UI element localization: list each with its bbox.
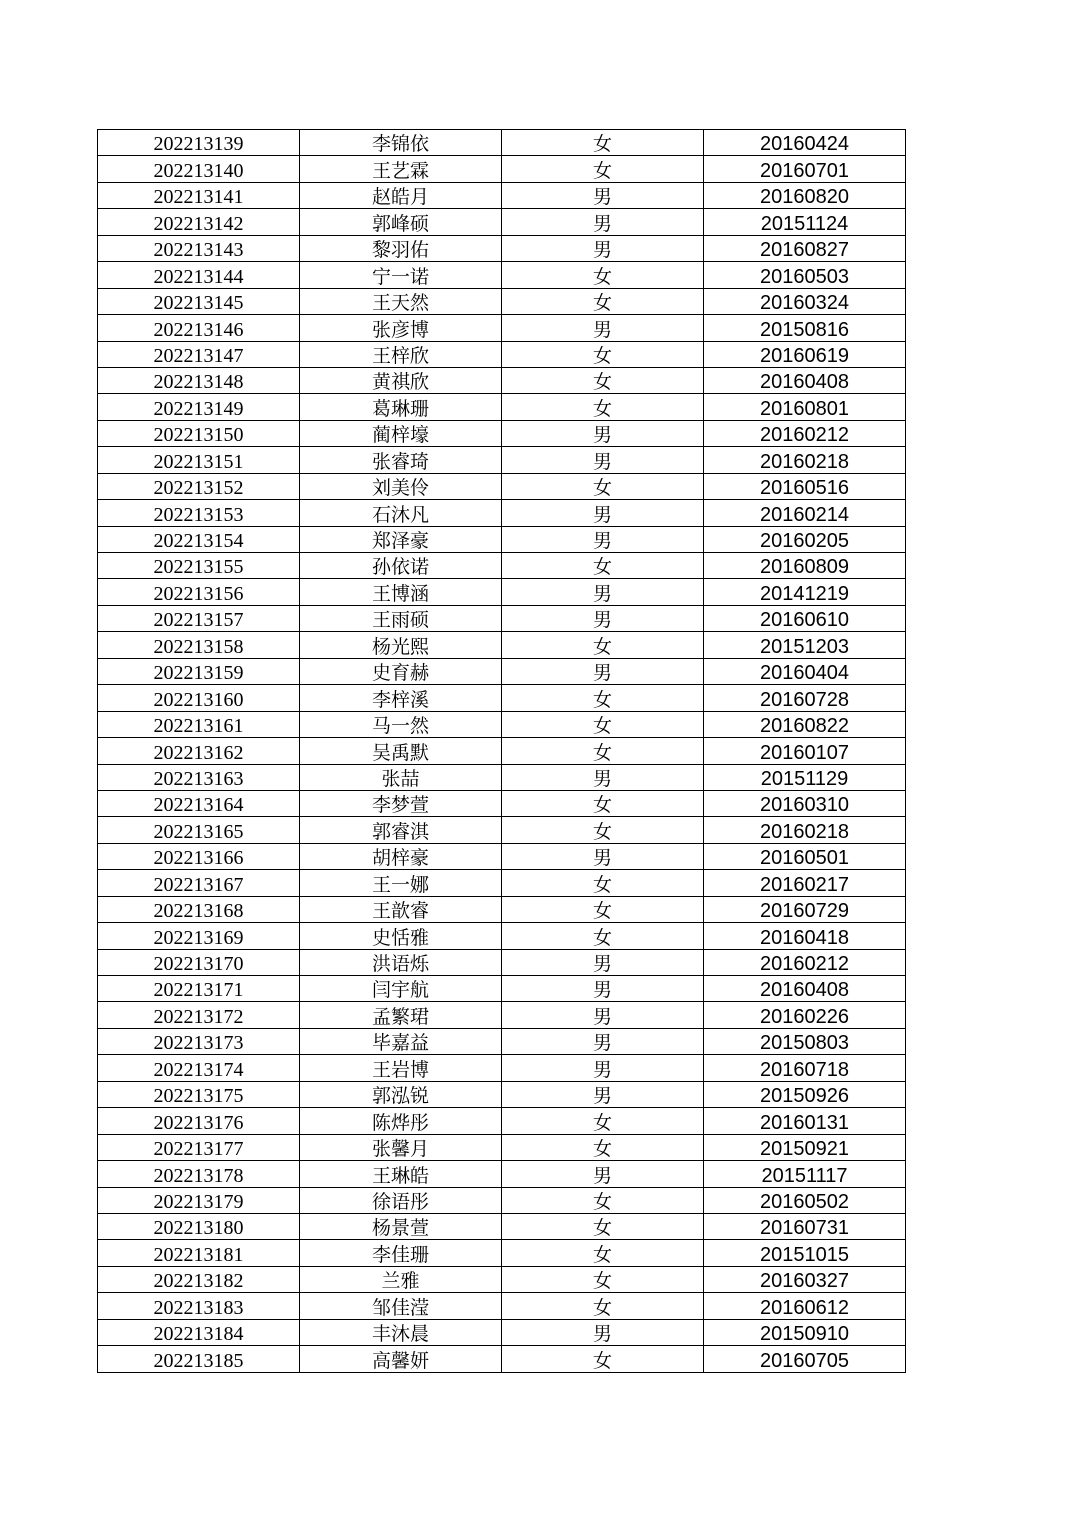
student-name-cell: 丰沐晨	[300, 1319, 502, 1345]
table-row	[98, 341, 906, 367]
student-name-cell: 王天然	[300, 288, 502, 314]
birthdate-cell: 20160418	[704, 923, 906, 949]
student-name-cell: 徐语彤	[300, 1187, 502, 1213]
table-row	[98, 367, 906, 393]
gender-cell: 男	[502, 976, 704, 1002]
gender-cell: 男	[502, 1081, 704, 1107]
gender-cell: 男	[502, 420, 704, 446]
student-id-cell: 202213155	[98, 553, 300, 579]
student-id-cell: 202213142	[98, 209, 300, 235]
table-row	[98, 843, 906, 869]
gender-cell: 女	[502, 1213, 704, 1239]
table-row	[98, 130, 906, 156]
gender-cell: 女	[502, 130, 704, 156]
student-id-cell: 202213143	[98, 235, 300, 261]
student-name-cell: 杨光熙	[300, 632, 502, 658]
gender-cell: 男	[502, 764, 704, 790]
student-name-cell: 葛琳珊	[300, 394, 502, 420]
table-row	[98, 209, 906, 235]
student-name-cell: 张馨月	[300, 1134, 502, 1160]
table-row	[98, 817, 906, 843]
student-name-cell: 李梓溪	[300, 685, 502, 711]
gender-cell: 女	[502, 896, 704, 922]
birthdate-cell: 20160226	[704, 1002, 906, 1028]
birthdate-cell: 20160705	[704, 1346, 906, 1372]
student-name-cell: 石沐凡	[300, 500, 502, 526]
gender-cell: 男	[502, 315, 704, 341]
birthdate-cell: 20160729	[704, 896, 906, 922]
birthdate-cell: 20160212	[704, 420, 906, 446]
student-name-cell: 杨景萱	[300, 1213, 502, 1239]
table-row	[98, 420, 906, 446]
birthdate-cell: 20160327	[704, 1266, 906, 1292]
gender-cell: 男	[502, 1002, 704, 1028]
student-id-cell: 202213157	[98, 605, 300, 631]
student-id-cell: 202213141	[98, 182, 300, 208]
birthdate-cell: 20151124	[704, 209, 906, 235]
gender-cell: 女	[502, 394, 704, 420]
student-name-cell: 李梦萱	[300, 790, 502, 816]
gender-cell: 男	[502, 949, 704, 975]
birthdate-cell: 20151015	[704, 1240, 906, 1266]
birthdate-cell: 20150910	[704, 1319, 906, 1345]
table-row	[98, 262, 906, 288]
table-row	[98, 658, 906, 684]
birthdate-cell: 20150921	[704, 1134, 906, 1160]
student-id-cell: 202213153	[98, 500, 300, 526]
birthdate-cell: 20160217	[704, 870, 906, 896]
table-row	[98, 896, 906, 922]
gender-cell: 女	[502, 473, 704, 499]
gender-cell: 女	[502, 553, 704, 579]
birthdate-cell: 20151203	[704, 632, 906, 658]
student-id-cell: 202213167	[98, 870, 300, 896]
table-row	[98, 1319, 906, 1345]
student-roster-table	[97, 129, 906, 1373]
gender-cell: 女	[502, 870, 704, 896]
student-id-cell: 202213174	[98, 1055, 300, 1081]
student-name-cell: 刘美伶	[300, 473, 502, 499]
table-row	[98, 500, 906, 526]
student-name-cell: 毕嘉益	[300, 1028, 502, 1054]
student-id-cell: 202213158	[98, 632, 300, 658]
gender-cell: 女	[502, 711, 704, 737]
gender-cell: 女	[502, 1134, 704, 1160]
table-row	[98, 579, 906, 605]
birthdate-cell: 20160212	[704, 949, 906, 975]
gender-cell: 男	[502, 1028, 704, 1054]
student-name-cell: 郭睿淇	[300, 817, 502, 843]
student-name-cell: 张睿琦	[300, 447, 502, 473]
birthdate-cell: 20160408	[704, 367, 906, 393]
birthdate-cell: 20150803	[704, 1028, 906, 1054]
student-id-cell: 202213160	[98, 685, 300, 711]
birthdate-cell: 20160822	[704, 711, 906, 737]
birthdate-cell: 20160503	[704, 262, 906, 288]
gender-cell: 女	[502, 632, 704, 658]
student-name-cell: 张彦博	[300, 315, 502, 341]
table-row	[98, 923, 906, 949]
student-name-cell: 陈烨彤	[300, 1108, 502, 1134]
student-name-cell: 马一然	[300, 711, 502, 737]
student-id-cell: 202213149	[98, 394, 300, 420]
table-row	[98, 1134, 906, 1160]
student-id-cell: 202213163	[98, 764, 300, 790]
birthdate-cell: 20160404	[704, 658, 906, 684]
table-row	[98, 632, 906, 658]
gender-cell: 男	[502, 658, 704, 684]
student-name-cell: 洪语烁	[300, 949, 502, 975]
birthdate-cell: 20160324	[704, 288, 906, 314]
student-id-cell: 202213148	[98, 367, 300, 393]
birthdate-cell: 20150816	[704, 315, 906, 341]
birthdate-cell: 20151129	[704, 764, 906, 790]
table-row	[98, 235, 906, 261]
birthdate-cell: 20160801	[704, 394, 906, 420]
birthdate-cell: 20160218	[704, 447, 906, 473]
table-row	[98, 473, 906, 499]
student-name-cell: 孟繁珺	[300, 1002, 502, 1028]
table-row	[98, 526, 906, 552]
student-name-cell: 郭峰硕	[300, 209, 502, 235]
table-row	[98, 315, 906, 341]
student-name-cell: 王艺霖	[300, 156, 502, 182]
roster-body	[98, 130, 906, 1373]
student-name-cell: 史恬雅	[300, 923, 502, 949]
gender-cell: 女	[502, 1108, 704, 1134]
student-id-cell: 202213140	[98, 156, 300, 182]
table-row	[98, 1240, 906, 1266]
gender-cell: 男	[502, 1161, 704, 1187]
birthdate-cell: 20160218	[704, 817, 906, 843]
gender-cell: 男	[502, 579, 704, 605]
gender-cell: 男	[502, 605, 704, 631]
student-id-cell: 202213166	[98, 843, 300, 869]
table-row	[98, 156, 906, 182]
gender-cell: 女	[502, 685, 704, 711]
birthdate-cell: 20160131	[704, 1108, 906, 1134]
table-row	[98, 1266, 906, 1292]
student-name-cell: 邹佳滢	[300, 1293, 502, 1319]
gender-cell: 男	[502, 182, 704, 208]
student-name-cell: 王一娜	[300, 870, 502, 896]
student-id-cell: 202213179	[98, 1187, 300, 1213]
birthdate-cell: 20160731	[704, 1213, 906, 1239]
student-id-cell: 202213144	[98, 262, 300, 288]
birthdate-cell: 20160809	[704, 553, 906, 579]
student-name-cell: 黎羽佑	[300, 235, 502, 261]
table-row	[98, 553, 906, 579]
student-name-cell: 赵皓月	[300, 182, 502, 208]
table-row	[98, 738, 906, 764]
gender-cell: 女	[502, 923, 704, 949]
birthdate-cell: 20160310	[704, 790, 906, 816]
student-name-cell: 王琳皓	[300, 1161, 502, 1187]
gender-cell: 男	[502, 235, 704, 261]
gender-cell: 女	[502, 817, 704, 843]
student-id-cell: 202213171	[98, 976, 300, 1002]
gender-cell: 女	[502, 738, 704, 764]
student-name-cell: 史育赫	[300, 658, 502, 684]
gender-cell: 女	[502, 1240, 704, 1266]
table-row	[98, 1293, 906, 1319]
student-name-cell: 郑泽豪	[300, 526, 502, 552]
student-id-cell: 202213175	[98, 1081, 300, 1107]
birthdate-cell: 20160820	[704, 182, 906, 208]
table-row	[98, 447, 906, 473]
gender-cell: 女	[502, 1266, 704, 1292]
gender-cell: 男	[502, 1319, 704, 1345]
student-id-cell: 202213145	[98, 288, 300, 314]
birthdate-cell: 20160701	[704, 156, 906, 182]
student-id-cell: 202213178	[98, 1161, 300, 1187]
birthdate-cell: 20160502	[704, 1187, 906, 1213]
birthdate-cell: 20160501	[704, 843, 906, 869]
birthdate-cell: 20160619	[704, 341, 906, 367]
table-row	[98, 1161, 906, 1187]
student-name-cell: 李锦依	[300, 130, 502, 156]
student-id-cell: 202213185	[98, 1346, 300, 1372]
student-name-cell: 李佳珊	[300, 1240, 502, 1266]
student-id-cell: 202213183	[98, 1293, 300, 1319]
student-id-cell: 202213182	[98, 1266, 300, 1292]
student-name-cell: 兰雅	[300, 1266, 502, 1292]
table-row	[98, 1055, 906, 1081]
student-id-cell: 202213146	[98, 315, 300, 341]
birthdate-cell: 20160107	[704, 738, 906, 764]
birthdate-cell: 20160516	[704, 473, 906, 499]
gender-cell: 女	[502, 288, 704, 314]
student-name-cell: 闫宇航	[300, 976, 502, 1002]
student-name-cell: 宁一诺	[300, 262, 502, 288]
gender-cell: 女	[502, 1293, 704, 1319]
student-id-cell: 202213139	[98, 130, 300, 156]
student-id-cell: 202213164	[98, 790, 300, 816]
gender-cell: 男	[502, 843, 704, 869]
student-id-cell: 202213151	[98, 447, 300, 473]
student-name-cell: 黄祺欣	[300, 367, 502, 393]
student-id-cell: 202213184	[98, 1319, 300, 1345]
table-row	[98, 685, 906, 711]
birthdate-cell: 20160610	[704, 605, 906, 631]
student-name-cell: 吴禹默	[300, 738, 502, 764]
table-row	[98, 1108, 906, 1134]
table-row	[98, 790, 906, 816]
student-name-cell: 张喆	[300, 764, 502, 790]
gender-cell: 女	[502, 156, 704, 182]
table-row	[98, 1002, 906, 1028]
birthdate-cell: 20141219	[704, 579, 906, 605]
gender-cell: 女	[502, 1346, 704, 1372]
table-row	[98, 1028, 906, 1054]
student-name-cell: 王岩博	[300, 1055, 502, 1081]
student-id-cell: 202213165	[98, 817, 300, 843]
birthdate-cell: 20151117	[704, 1161, 906, 1187]
birthdate-cell: 20160728	[704, 685, 906, 711]
table-row	[98, 711, 906, 737]
student-id-cell: 202213180	[98, 1213, 300, 1239]
table-row	[98, 182, 906, 208]
birthdate-cell: 20160205	[704, 526, 906, 552]
table-row	[98, 605, 906, 631]
student-name-cell: 蔺梓壕	[300, 420, 502, 446]
student-id-cell: 202213170	[98, 949, 300, 975]
student-id-cell: 202213147	[98, 341, 300, 367]
birthdate-cell: 20160827	[704, 235, 906, 261]
student-id-cell: 202213169	[98, 923, 300, 949]
birthdate-cell: 20160612	[704, 1293, 906, 1319]
student-id-cell: 202213150	[98, 420, 300, 446]
student-name-cell: 王歆睿	[300, 896, 502, 922]
student-name-cell: 胡梓豪	[300, 843, 502, 869]
table-row	[98, 764, 906, 790]
birthdate-cell: 20160408	[704, 976, 906, 1002]
gender-cell: 女	[502, 367, 704, 393]
table-row	[98, 976, 906, 1002]
gender-cell: 女	[502, 1187, 704, 1213]
student-id-cell: 202213181	[98, 1240, 300, 1266]
student-name-cell: 王梓欣	[300, 341, 502, 367]
birthdate-cell: 20160214	[704, 500, 906, 526]
gender-cell: 女	[502, 341, 704, 367]
table-row	[98, 949, 906, 975]
gender-cell: 男	[502, 1055, 704, 1081]
table-row	[98, 394, 906, 420]
student-id-cell: 202213172	[98, 1002, 300, 1028]
gender-cell: 男	[502, 500, 704, 526]
student-name-cell: 王博涵	[300, 579, 502, 605]
gender-cell: 女	[502, 790, 704, 816]
table-row	[98, 288, 906, 314]
table-row	[98, 1187, 906, 1213]
table-row	[98, 1081, 906, 1107]
gender-cell: 男	[502, 447, 704, 473]
student-id-cell: 202213176	[98, 1108, 300, 1134]
gender-cell: 男	[502, 209, 704, 235]
student-id-cell: 202213154	[98, 526, 300, 552]
gender-cell: 女	[502, 262, 704, 288]
birthdate-cell: 20160424	[704, 130, 906, 156]
table-row	[98, 870, 906, 896]
student-id-cell: 202213177	[98, 1134, 300, 1160]
gender-cell: 男	[502, 526, 704, 552]
student-id-cell: 202213161	[98, 711, 300, 737]
student-id-cell: 202213168	[98, 896, 300, 922]
student-name-cell: 郭泓锐	[300, 1081, 502, 1107]
student-id-cell: 202213162	[98, 738, 300, 764]
table-row	[98, 1346, 906, 1372]
student-name-cell: 孙依诺	[300, 553, 502, 579]
student-id-cell: 202213152	[98, 473, 300, 499]
student-id-cell: 202213173	[98, 1028, 300, 1054]
student-id-cell: 202213159	[98, 658, 300, 684]
birthdate-cell: 20160718	[704, 1055, 906, 1081]
student-id-cell: 202213156	[98, 579, 300, 605]
table-row	[98, 1213, 906, 1239]
student-name-cell: 高馨妍	[300, 1346, 502, 1372]
student-name-cell: 王雨硕	[300, 605, 502, 631]
birthdate-cell: 20150926	[704, 1081, 906, 1107]
